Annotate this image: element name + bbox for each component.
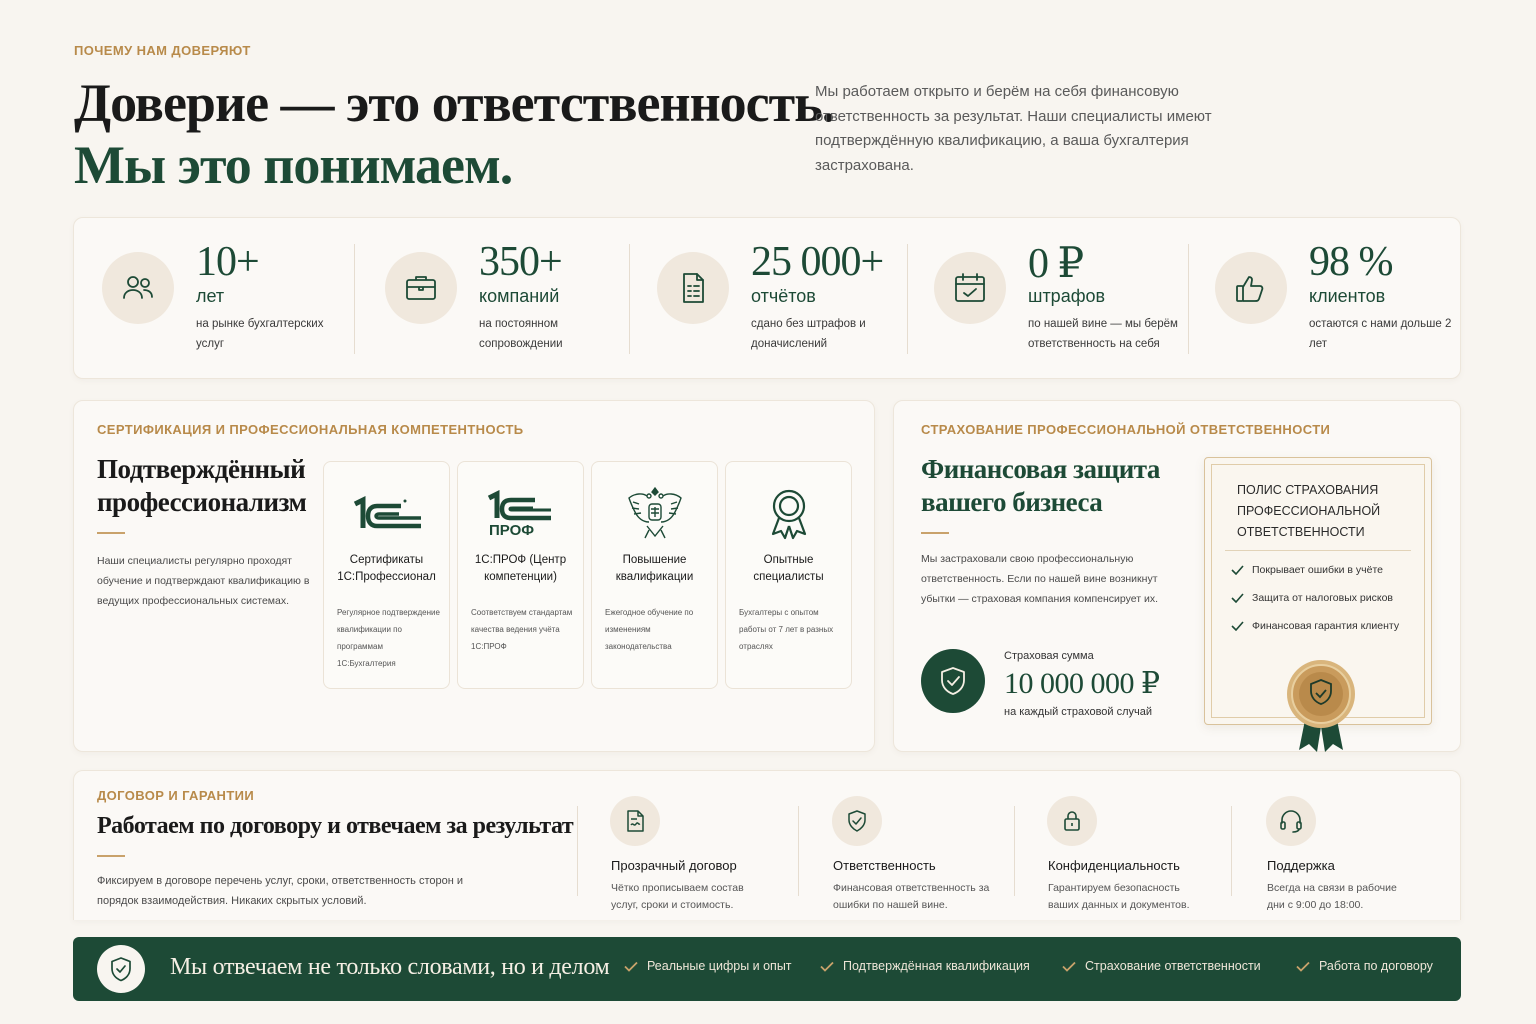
policy-item-label: Покрывает ошибки в учёте: [1252, 564, 1383, 576]
stat-fines: [906, 218, 1186, 380]
check-icon: [624, 961, 638, 972]
shield-check-icon: [832, 796, 882, 846]
tile-title: Опытные специалисты: [753, 554, 824, 583]
policy-item-label: Защита от налоговых рисков: [1252, 592, 1394, 604]
headset-icon: [1266, 796, 1316, 846]
insurance-title: Финансовая защита вашего бизнеса: [921, 454, 1160, 517]
shield-check-icon: [97, 945, 145, 993]
policy-item-label: Финансовая гарантия клиенту: [1252, 620, 1400, 632]
cert-eyebrow: СЕРТИФИКАЦИЯ И ПРОФЕССИОНАЛЬНАЯ КОМПЕТЕНТНОСТЬ: [97, 422, 524, 437]
stat-sub: на постоянном сопровождении: [479, 318, 563, 350]
thumbs-up-icon: [1215, 252, 1287, 324]
stat-unit: штрафов: [1028, 286, 1106, 306]
page-title: [74, 72, 834, 196]
policy-item: [1231, 592, 1393, 604]
divider: [577, 806, 578, 896]
document-icon: [657, 252, 729, 324]
shield-check-icon: [921, 649, 985, 713]
tile-title: Сертификаты 1С:Профессионал: [337, 554, 436, 583]
divider: [1014, 806, 1015, 896]
banner-item-label: Подтверждённая квалификация: [843, 959, 1030, 973]
contract-eyebrow: ДОГОВОР И ГАРАНТИИ: [97, 788, 255, 803]
accent-line: [97, 855, 125, 857]
banner-item: [624, 959, 792, 973]
hero-title-line1: Доверие — это ответственность.: [74, 73, 835, 133]
check-icon: [820, 961, 834, 972]
stat-value: 10+: [196, 239, 259, 285]
stats-card: [73, 217, 1461, 379]
hero-eyebrow: ПОЧЕМУ НАМ ДОВЕРЯЮТ: [74, 43, 251, 58]
cert-tile-training: [591, 461, 718, 689]
accent-line: [97, 532, 125, 534]
cert-title: Подтверждённый профессионализм: [97, 454, 307, 517]
calendar-check-icon: [934, 252, 1006, 324]
tile-sub: Бухгалтеры с опытом работы от 7 лет в разных отраслях: [739, 608, 834, 651]
stat-companies: [357, 218, 627, 380]
stat-unit: лет: [196, 286, 225, 306]
divider: [1225, 550, 1411, 551]
stat-sub: сдано без штрафов и доначислений: [751, 318, 866, 350]
people-icon: [102, 252, 174, 324]
cert-description: Наши специалисты регулярно проходят обучение и подтверждают квалификацию в ведущих профессиональных системах.: [97, 555, 310, 607]
divider: [1231, 806, 1232, 896]
check-icon: [1231, 621, 1244, 631]
check-icon: [1231, 565, 1244, 575]
stat-value: 25 000+: [751, 239, 884, 285]
stat-sub: на рынке бухгалтерских услуг: [196, 318, 324, 350]
banner-item: [820, 959, 1030, 973]
feature-sub: Всегда на связи в рабочие дни с 9:00 до 18:00.: [1267, 882, 1397, 911]
insurance-eyebrow: СТРАХОВАНИЕ ПРОФЕССИОНАЛЬНОЙ ОТВЕТСТВЕННОСТИ: [921, 422, 1331, 437]
stat-sub: по нашей вине — мы берём ответственность на себя: [1028, 318, 1178, 350]
policy-title: ПОЛИС СТРАХОВАНИЯ ПРОФЕССИОНАЛЬНОЙ ОТВЕТСТВЕННОСТИ: [1237, 483, 1381, 539]
contract-description: Фиксируем в договоре перечень услуг, сроки, ответственность сторон и порядок взаимодействия. Никаких скрытых условий.: [97, 875, 463, 907]
sum-value: 10 000 000 ₽: [1004, 667, 1160, 700]
tile-sub: Соответствуем стандартам качества ведения учёта 1С:ПРОФ: [471, 608, 573, 651]
banner-item: [1296, 959, 1433, 973]
insurance-policy-document: [1204, 457, 1432, 725]
cert-tile-experts: [725, 461, 852, 689]
stat-sub: остаются с нами дольше 2 лет: [1309, 318, 1452, 350]
check-icon: [1231, 593, 1244, 603]
banner-item: [1062, 959, 1261, 973]
check-icon: [1296, 961, 1310, 972]
feature-title: Прозрачный договор: [611, 858, 737, 873]
stat-years: [74, 218, 354, 380]
coat-of-arms-icon: [592, 482, 717, 546]
contract-title: Работаем по договору и отвечаем за результат: [97, 813, 574, 839]
stat-unit: отчётов: [751, 286, 816, 306]
tile-title: Повышение квалификации: [615, 554, 694, 583]
svg-text:ПРОФ: ПРОФ: [488, 522, 534, 538]
policy-item: [1231, 620, 1399, 632]
feature-title: Поддержка: [1267, 858, 1335, 873]
tile-sub: Ежегодное обучение по изменениям законодательства: [605, 608, 694, 651]
stat-unit: клиентов: [1309, 286, 1386, 306]
sum-label: Страховая сумма: [1004, 650, 1094, 662]
policy-item: [1231, 564, 1383, 576]
stat-value: 0 ₽: [1028, 241, 1084, 287]
hero-description: Мы работаем открыто и берём на себя финансовую ответственность за результат. Наши специалисты имеют подтверждённую квалификацию, а ваша бухгалтерия застрахована.: [815, 83, 1212, 174]
stat-clients: [1187, 218, 1462, 380]
banner-item-label: Страхование ответственности: [1085, 959, 1261, 973]
1c-prof-logo: [458, 482, 583, 546]
feature-title: Ответственность: [833, 858, 936, 873]
insurance-description: Мы застраховали свою профессиональную ответственность. Если по нашей вине возникнут убытки — страховая компания компенсирует их.: [921, 553, 1159, 605]
cert-tile-1c-prof: [457, 461, 584, 689]
feature-sub: Финансовая ответственность за ошибки по нашей вине.: [833, 882, 990, 911]
banner-item-label: Работа по договору: [1319, 959, 1433, 973]
contract-card: [73, 770, 1461, 920]
banner-item-label: Реальные цифры и опыт: [647, 959, 792, 973]
insurance-card: [893, 400, 1461, 752]
hero-title-line2: Мы это понимаем.: [74, 135, 513, 195]
footer-banner: [73, 937, 1461, 1001]
feature-title: Конфиденциальность: [1048, 858, 1180, 873]
tile-title: 1С:ПРОФ (Центр компетенции): [474, 554, 567, 583]
check-icon: [1062, 961, 1076, 972]
seal-icon: [1285, 658, 1357, 758]
divider: [354, 244, 355, 354]
award-ribbon-icon: [726, 482, 851, 546]
accent-line: [921, 532, 949, 534]
feature-sub: Гарантируем безопасность ваших данных и документов.: [1048, 882, 1190, 911]
stat-value: 350+: [479, 239, 562, 285]
sum-sub: на каждый страховой случай: [1004, 706, 1153, 718]
banner-headline: Мы отвечаем не только словами, но и делом: [170, 954, 610, 980]
stat-value: 98 %: [1309, 239, 1393, 285]
tile-sub: Регулярное подтверждение квалификации по программам 1С:Бухгалтерия: [337, 608, 440, 668]
contract-icon: [610, 796, 660, 846]
briefcase-icon: [385, 252, 457, 324]
stat-unit: компаний: [479, 286, 560, 306]
1c-logo: [324, 482, 449, 546]
lock-icon: [1047, 796, 1097, 846]
cert-tile-1c: [323, 461, 450, 689]
certification-card: [73, 400, 875, 752]
feature-sub: Чётко прописываем состав услуг, сроки и стоимость.: [611, 882, 744, 911]
stat-reports: [629, 218, 904, 380]
divider: [798, 806, 799, 896]
